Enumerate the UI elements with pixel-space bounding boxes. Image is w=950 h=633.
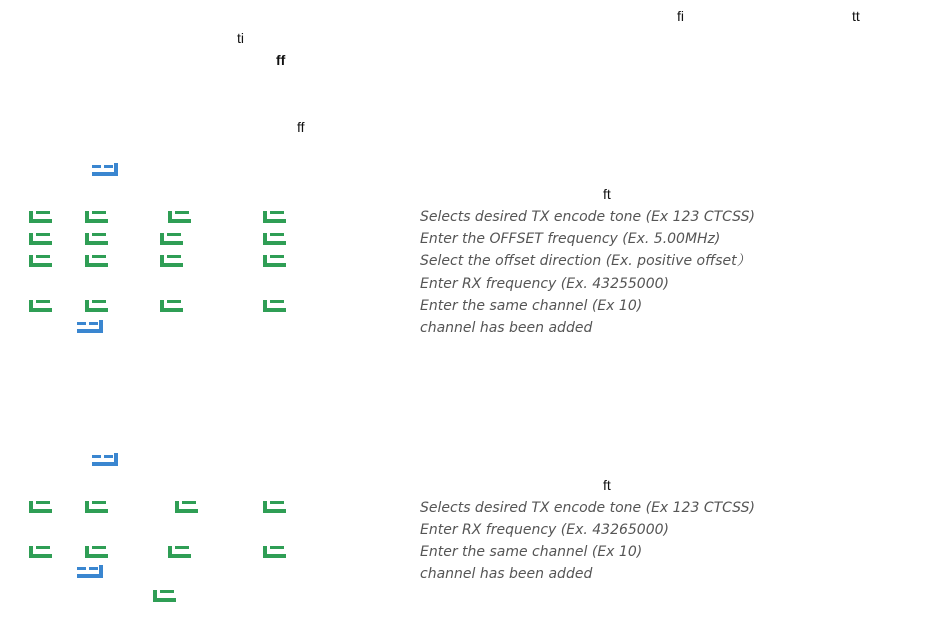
key-icon xyxy=(168,211,191,223)
key-icon xyxy=(168,546,191,558)
step-description: Selects desired TX encode tone (Ex 123 CTCSS) xyxy=(420,500,755,516)
enter-icon xyxy=(77,320,103,333)
key-icon xyxy=(29,501,52,513)
step-description: Enter RX frequency (Ex. 43265000) xyxy=(420,522,669,538)
step-description: Select the offset direction (Ex. positive offset） xyxy=(420,253,751,269)
key-icon xyxy=(85,255,108,267)
key-icon xyxy=(85,546,108,558)
key-icon xyxy=(85,501,108,513)
step-description: Enter the same channel (Ex 10) xyxy=(420,544,643,560)
text-fragment-ti: ti xyxy=(237,30,244,46)
key-icon xyxy=(160,255,183,267)
step-description: channel has been added xyxy=(420,320,593,336)
text-fragment-ft-2: ft xyxy=(603,477,611,493)
step-description: Enter the same channel (Ex 10) xyxy=(420,298,643,314)
text-fragment-ft-1: ft xyxy=(603,186,611,202)
enter-icon xyxy=(77,565,103,578)
key-icon xyxy=(29,546,52,558)
key-icon xyxy=(160,233,183,245)
key-icon xyxy=(263,501,286,513)
key-icon xyxy=(153,590,176,602)
key-icon xyxy=(263,233,286,245)
step-description: Selects desired TX encode tone (Ex 123 CTCSS) xyxy=(420,209,755,225)
key-icon xyxy=(29,211,52,223)
key-icon xyxy=(29,233,52,245)
text-fragment-ff: ff xyxy=(297,119,305,135)
key-icon xyxy=(263,546,286,558)
key-icon xyxy=(29,300,52,312)
key-icon xyxy=(29,255,52,267)
key-icon xyxy=(85,211,108,223)
key-icon xyxy=(160,300,183,312)
key-icon xyxy=(263,255,286,267)
enter-icon xyxy=(92,453,118,466)
key-icon xyxy=(263,300,286,312)
step-description: channel has been added xyxy=(420,566,593,582)
key-icon xyxy=(85,300,108,312)
step-description: Enter the OFFSET frequency (Ex. 5.00MHz) xyxy=(420,231,721,247)
step-description: Enter RX frequency (Ex. 43255000) xyxy=(420,276,669,292)
key-icon xyxy=(85,233,108,245)
text-fragment-ff-bold: ff xyxy=(276,52,286,68)
key-icon xyxy=(263,211,286,223)
text-fragment-fi: fi xyxy=(677,8,684,24)
enter-icon xyxy=(92,163,118,176)
key-icon xyxy=(175,501,198,513)
text-fragment-tt: tt xyxy=(852,8,860,24)
